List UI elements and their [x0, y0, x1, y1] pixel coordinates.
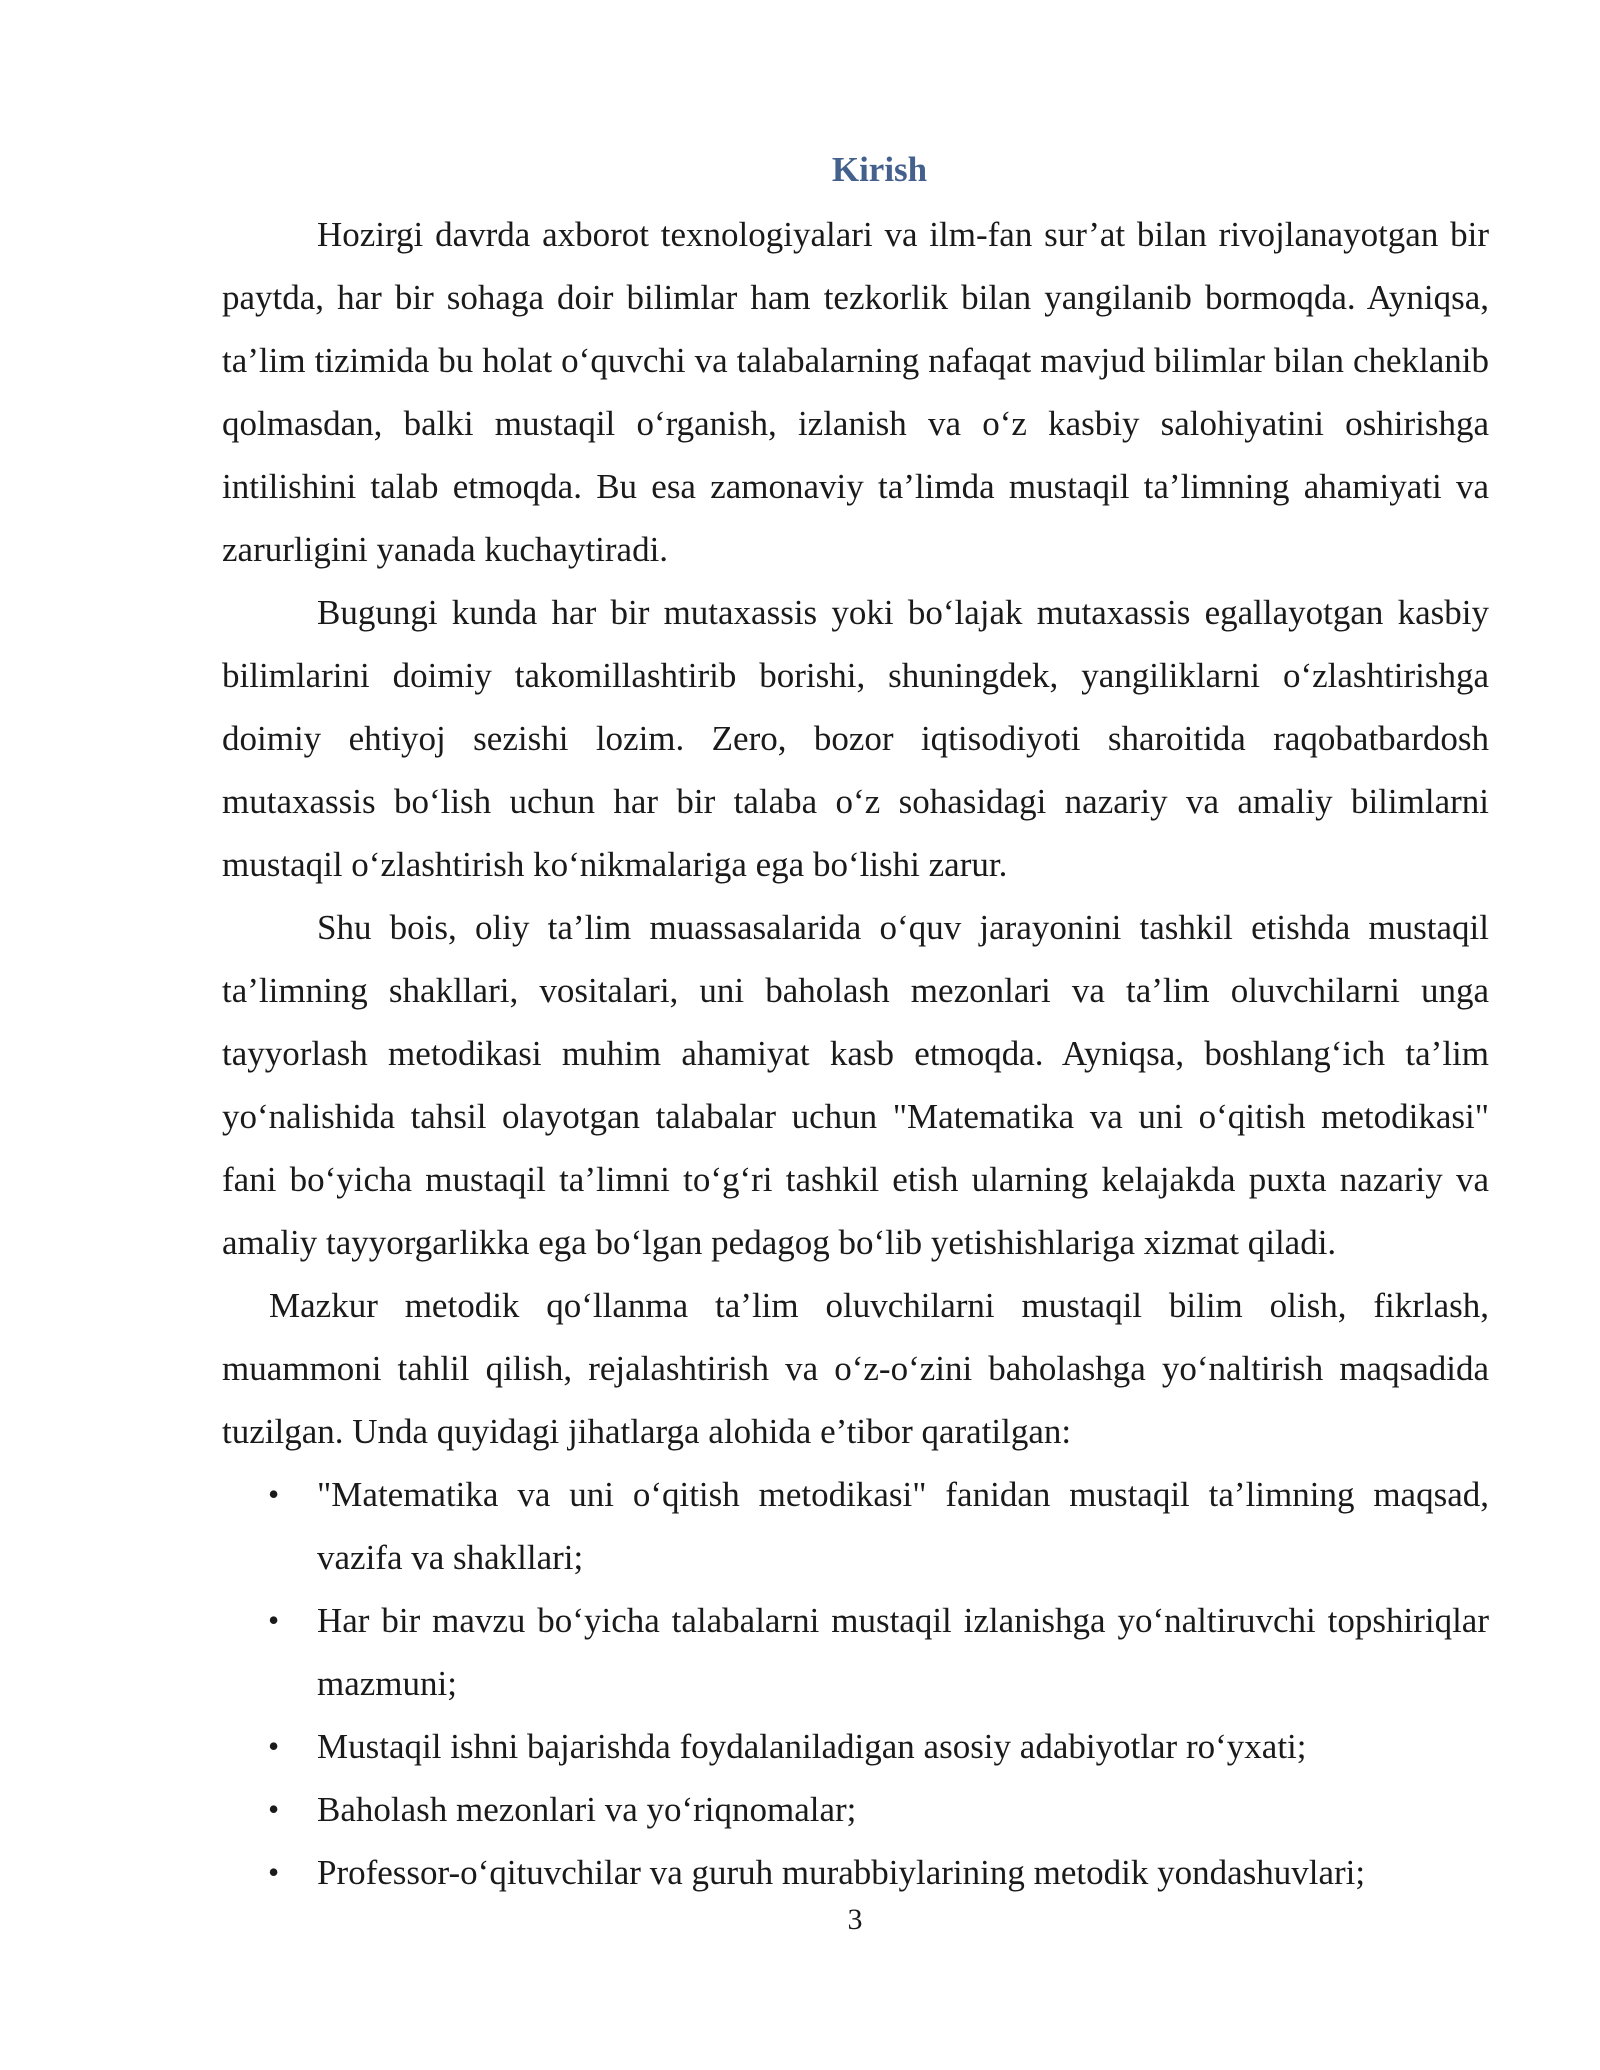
bullet-icon: •	[268, 1476, 280, 1512]
list-item-text: Mustaqil ishni bajarishda foydalaniladigan asosiy adabiyotlar ro‘yxati;	[317, 1727, 1307, 1766]
bullet-icon: •	[268, 1728, 280, 1764]
page-content	[222, 140, 1489, 1904]
paragraph-2: Bugungi kunda har bir mutaxassis yoki bo‘lajak mutaxassis egallayotgan kasbiy bilimlarini doimiy takomillashtirib borishi, shuningdek, yangiliklarni o‘zlashtirishga doimiy ehtiyoj sezishi lozim. Zero, bozor iqtisodiyoti sharoitida raqobatbardosh mutaxassis bo‘lish uchun har bir talaba o‘z sohasidagi nazariy va amaliy bilimlarni mustaqil o‘zlashtirish ko‘nikmalariga ega bo‘lishi zarur.	[222, 593, 1489, 884]
paragraph-4: Mazkur metodik qo‘llanma ta’lim oluvchilarni mustaqil bilim olish, fikrlash, muammoni tahlil qilish, rejalashtirish va o‘z-o‘zini baholashga yo‘naltirish maqsadida tuzilgan. Unda quyidagi jihatlarga alohida e’tibor qaratilgan:	[222, 1286, 1489, 1451]
list-item	[222, 1841, 1489, 1904]
list-item-text: Baholash mezonlari va yo‘riqnomalar;	[317, 1790, 857, 1829]
bullet-list	[222, 1463, 1489, 1904]
list-item	[222, 1715, 1489, 1778]
page-title: Kirish	[831, 150, 928, 189]
bullet-icon: •	[268, 1602, 280, 1638]
page-number: 3	[847, 1903, 863, 1936]
list-item-text: Har bir mavzu bo‘yicha talabalarni mustaqil izlanishga yo‘naltiruvchi topshiriqlar mazmuni;	[317, 1601, 1489, 1703]
list-item-text: "Matematika va uni o‘qitish metodikasi" fanidan mustaqil ta’limning maqsad, vazifa va shakllari;	[317, 1475, 1489, 1577]
paragraph-1: Hozirgi davrda axborot texnologiyalari va ilm-fan sur’at bilan rivojlanayotgan bir paytda, har bir sohaga doir bilimlar ham tezkorlik bilan yangilanib bormoqda. Ayniqsa, ta’lim tizimida bu holat o‘quvchi va talabalarning nafaqat mavjud bilimlar bilan cheklanib qolmasdan, balki mustaqil o‘rganish, izlanish va o‘z kasbiy salohiyatini oshirishga intilishini talab etmoqda. Bu esa zamonaviy ta’limda mustaqil ta’limning ahamiyati va zarurligini yanada kuchaytiradi.	[222, 215, 1489, 569]
bullet-icon: •	[268, 1791, 280, 1827]
list-item	[222, 1589, 1489, 1715]
paragraph-3: Shu bois, oliy ta’lim muassasalarida o‘quv jarayonini tashkil etishda mustaqil ta’limning shakllari, vositalari, uni baholash mezonlari va ta’lim oluvchilarni unga tayyorlash metodikasi muhim ahamiyat kasb etmoqda. Ayniqsa, boshlang‘ich ta’lim yo‘nalishida tahsil olayotgan talabalar uchun "Matematika va uni o‘qitish metodikasi" fani bo‘yicha mustaqil ta’limni to‘g‘ri tashkil etish ularning kelajakda puxta nazariy va amaliy tayyorgarlikka ega bo‘lgan pedagog bo‘lib yetishishlariga xizmat qiladi.	[222, 908, 1489, 1262]
list-item-text: Professor-o‘qituvchilar va guruh murabbiylarining metodik yondashuvlari;	[317, 1853, 1366, 1892]
bullet-icon: •	[268, 1854, 280, 1890]
list-item	[222, 1778, 1489, 1841]
list-item	[222, 1463, 1489, 1589]
